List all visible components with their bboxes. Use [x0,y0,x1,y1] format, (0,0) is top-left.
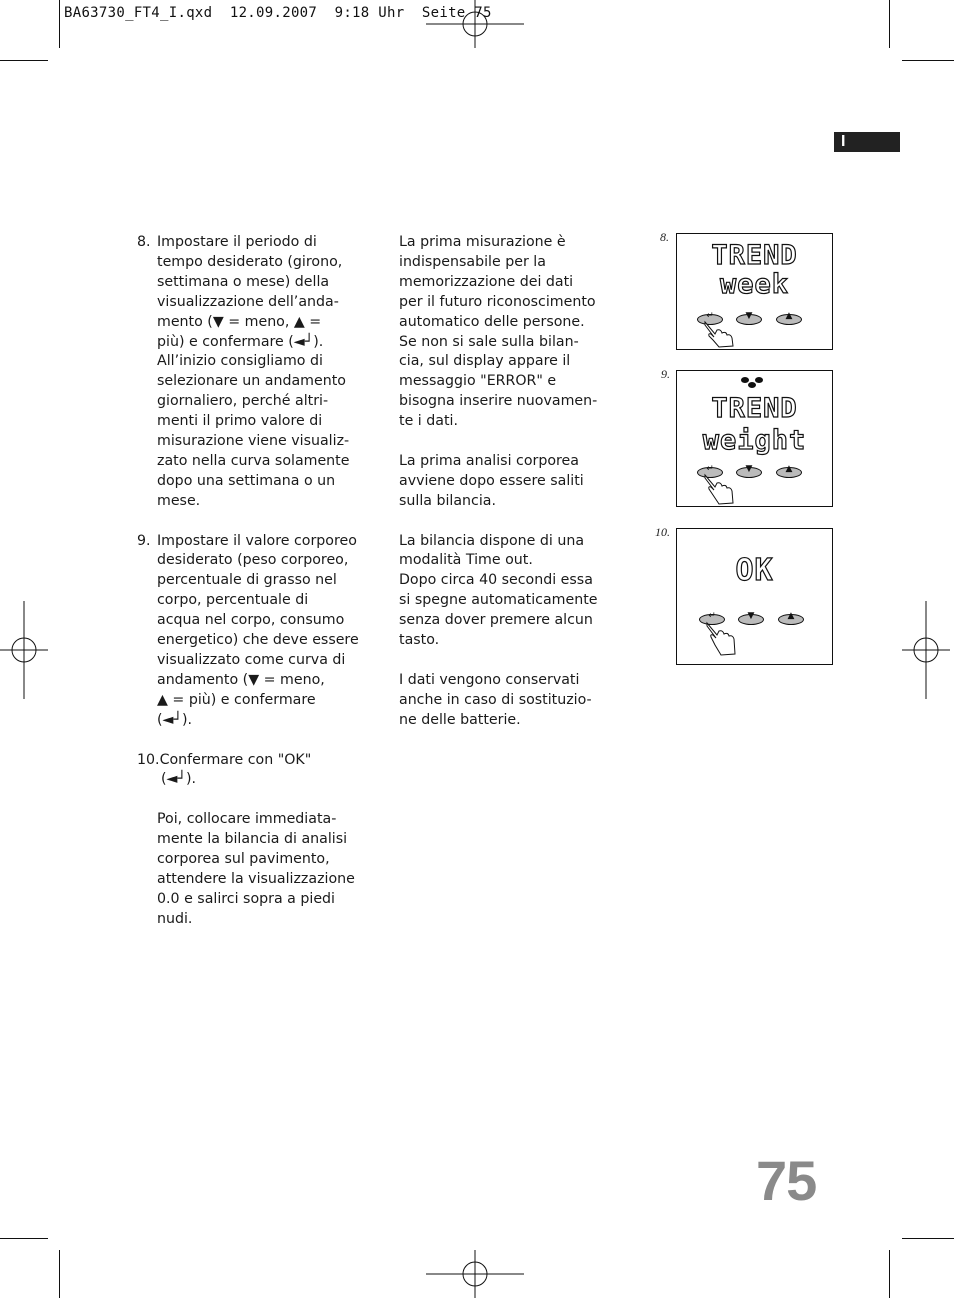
text-line: automatico delle persone. [399,313,585,330]
paragraph [399,532,614,651]
registration-mark-bottom [426,1250,524,1298]
text-line: senza dover premere alcun [399,612,593,629]
figure-caption: 8. [660,230,669,244]
text-line: cia, sul display appare il [399,353,571,370]
down-button [736,311,762,325]
down-triangle-icon: ▼ [745,311,753,321]
text-line: tempo desiderato (girono, [157,253,343,270]
display-figure-9 [676,370,833,507]
paragraph [399,233,614,432]
text-line: Se non si sale sulla bilan- [399,333,579,350]
crop-mark [59,0,60,48]
text-line: nudi. [157,910,193,927]
display-line-1: TREND [711,393,798,424]
step-text [137,532,362,731]
step-8 [137,233,362,512]
text-line: La bilancia dispone di una [399,532,585,549]
text-line: 0.0 e salirci sopra a piedi [157,890,335,907]
pointing-hand-icon [703,473,737,505]
up-triangle-icon: ▲ [785,311,793,321]
text-line: energetico) che deve essere [157,632,359,649]
crop-mark [889,1250,890,1298]
step-text [137,810,362,929]
text-line: La prima analisi corporea [399,452,579,469]
text-line: settimana o mese) della [157,273,330,290]
text-line: mese. [157,492,201,509]
text-line: tasto. [399,632,440,649]
registration-mark-left [0,601,48,699]
up-button [776,464,802,478]
up-button [778,611,804,625]
crop-mark [59,1250,60,1298]
instructions-column-2 [399,233,614,731]
text-line: desiderato (peso corporeo, [157,552,349,569]
step-text: 10.Confermare con "OK" [137,751,312,768]
pointing-hand-icon [705,621,739,657]
text-line: visualizzato come curva di [157,652,346,669]
user-icon [740,376,764,388]
text-line: Dopo circa 40 secondi essa [399,572,593,589]
text-line: avviene dopo essere saliti [399,472,584,489]
step-text: (◄┘). [161,771,197,788]
text-line: sulla bilancia. [399,492,496,509]
down-button [736,464,762,478]
text-line: menti il primo valore di [157,413,323,430]
enter-arrow-icon: ↵ [706,464,714,474]
down-triangle-icon: ▼ [747,611,755,621]
text-line: corpo, percentuale di [157,592,309,609]
page-number: 75 [756,1149,817,1212]
text-line: All’inizio consigliamo di [157,353,323,370]
up-button [776,311,802,325]
display-figure-8 [676,233,833,350]
text-line: I dati vengono conservati [399,671,580,688]
text-line: andamento (▼ = meno, [157,671,325,688]
language-tab: I [834,132,900,152]
text-line: per il futuro riconoscimento [399,293,596,310]
text-line: La prima misurazione è [399,234,566,250]
enter-arrow-icon: ↵ [708,611,716,621]
print-header: BA63730_FT4_I.qxd 12.09.2007 9:18 Uhr Seite 75 [64,5,492,21]
display-figure-10 [676,528,833,665]
crop-mark [0,1238,48,1239]
text-line: bisogna inserire nuovamen- [399,393,598,410]
paragraph [399,452,614,512]
pointing-hand-icon [703,320,737,348]
text-line: ne delle batterie. [399,711,521,728]
figure-caption: 10. [655,525,670,539]
text-line: Impostare il periodo di [157,234,317,250]
crop-mark [902,1238,954,1239]
text-line: visualizzazione dell’anda- [157,293,339,310]
text-line: Impostare il valore corporeo [157,532,357,549]
text-line: memorizzazione dei dati [399,273,574,290]
step-9 [137,532,362,731]
text-line: misurazione viene visualiz- [157,433,350,450]
up-triangle-icon: ▲ [785,464,793,474]
text-line: (◄┘). [157,711,193,728]
text-line: corporea sul pavimento, [157,851,330,868]
display-line-2: weight [702,425,807,456]
step-text [137,233,362,512]
step-number: 8. [137,234,151,250]
display-line-2: week [719,269,790,300]
crop-mark [0,60,48,61]
enter-arrow-icon: ↵ [706,311,714,321]
display-line-1: TREND [711,240,798,271]
text-line: percentuale di grasso nel [157,572,337,589]
text-line: giornaliero, perché altri- [157,393,329,410]
text-line: si spegne automaticamente [399,592,598,609]
text-line: modalità Time out. [399,552,533,569]
paragraph [399,671,614,731]
crop-mark [889,0,890,48]
crop-mark [902,60,954,61]
text-line: acqua nel corpo, consumo [157,612,345,629]
text-line: te i dati. [399,413,458,430]
text-line: zato nella curva solamente [157,452,350,469]
registration-mark-right [902,601,950,699]
text-line: anche in caso di sostituzio- [399,691,592,708]
text-line: mente la bilancia di analisi [157,831,348,848]
text-line: dopo una settimana o un [157,472,336,489]
display-line-1: OK [735,553,774,588]
text-line: attendere la visualizzazione [157,870,355,887]
step-10 [137,751,362,930]
text-line: indispensabile per la [399,253,546,270]
text-line: ▲ = più) e confermare [157,691,316,708]
up-triangle-icon: ▲ [787,611,795,621]
instructions-column-1 [137,233,362,930]
down-button [738,611,764,625]
step-number: 9. [137,532,151,549]
figure-caption: 9. [661,367,670,381]
text-line: selezionare un andamento [157,373,346,390]
text-line: messaggio "ERROR" e [399,373,557,390]
down-triangle-icon: ▼ [745,464,753,474]
text-line: Poi, collocare immediata- [157,811,337,828]
text-line: mento (▼ = meno, ▲ = [157,313,322,330]
text-line: più) e confermare (◄┘). [157,333,324,350]
